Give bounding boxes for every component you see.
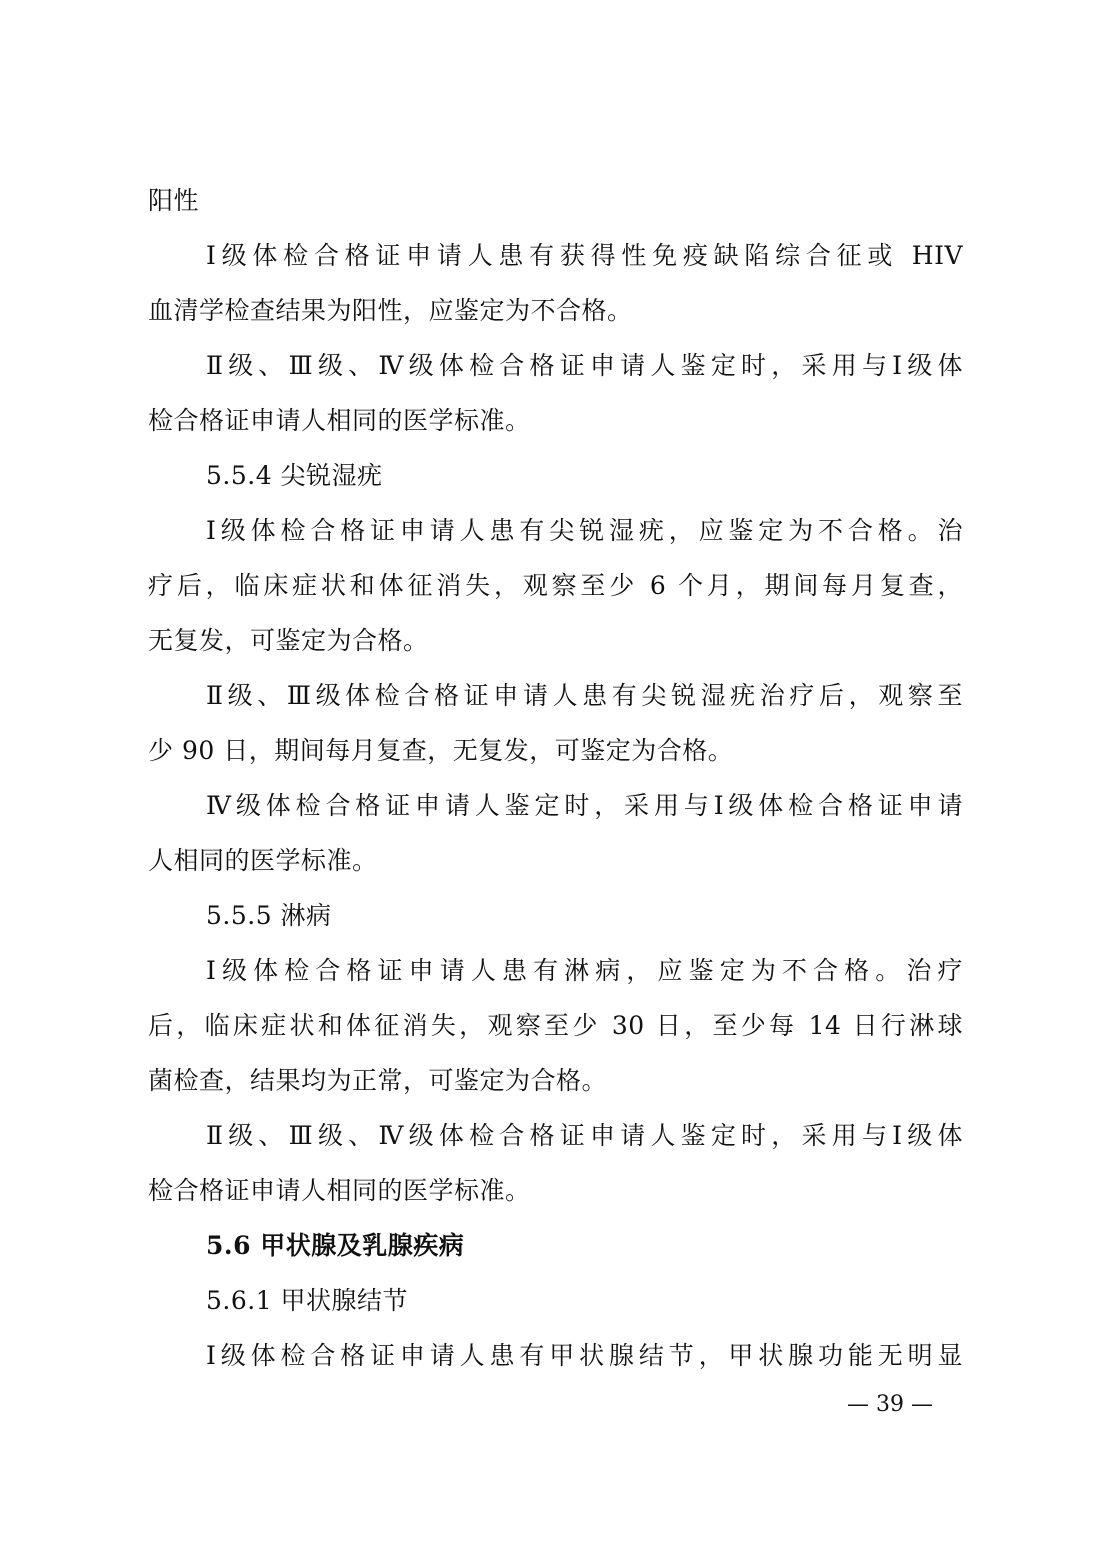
text-line: 人相同的医学标准。: [148, 846, 378, 875]
text-line: Ⅰ级体检合格证申请人患有获得性免疫缺陷综合征或 HIV: [206, 241, 963, 270]
text-line: Ⅳ级体检合格证申请人鉴定时，采用与Ⅰ级体检合格证申请: [206, 791, 963, 820]
text-line: Ⅱ级、Ⅲ级、Ⅳ级体检合格证申请人鉴定时，采用与Ⅰ级体: [206, 1121, 963, 1150]
text-line: 少 90 日，期间每月复查，无复发，可鉴定为合格。: [148, 736, 734, 765]
text-line: 血清学检查结果为阳性，应鉴定为不合格。: [148, 296, 633, 325]
text-line: Ⅱ级、Ⅲ级、Ⅳ级体检合格证申请人鉴定时，采用与Ⅰ级体: [206, 351, 963, 380]
text-line: Ⅰ级体检合格证申请人患有尖锐湿疣，应鉴定为不合格。治: [206, 516, 963, 545]
text-line: Ⅰ级体检合格证申请人患有淋病，应鉴定为不合格。治疗: [206, 956, 963, 985]
page-number: — 39 —: [847, 1392, 933, 1417]
text-line: 后，临床症状和体征消失，观察至少 30 日，至少每 14 日行淋球: [148, 1011, 963, 1040]
text-line: 检合格证申请人相同的医学标准。: [148, 406, 531, 435]
section-heading: 5.5.4 尖锐湿疣: [206, 461, 383, 490]
section-heading: 5.5.5 淋病: [206, 901, 332, 930]
document-body: [148, 173, 963, 1383]
section-heading: 5.6 甲状腺及乳腺疾病: [206, 1231, 465, 1260]
text-line: 无复发，可鉴定为合格。: [148, 626, 429, 655]
text-line: 阳性: [148, 186, 200, 215]
section-heading: 5.6.1 甲状腺结节: [206, 1286, 409, 1315]
text-line: Ⅱ级、Ⅲ级体检合格证申请人患有尖锐湿疣治疗后，观察至: [206, 681, 963, 710]
text-line: 检合格证申请人相同的医学标准。: [148, 1176, 531, 1205]
text-line: Ⅰ级体检合格证申请人患有甲状腺结节，甲状腺功能无明显: [206, 1341, 963, 1370]
text-line: 菌检查，结果均为正常，可鉴定为合格。: [148, 1066, 608, 1095]
text-line: 疗后，临床症状和体征消失，观察至少 6 个月，期间每月复查，: [148, 571, 963, 600]
